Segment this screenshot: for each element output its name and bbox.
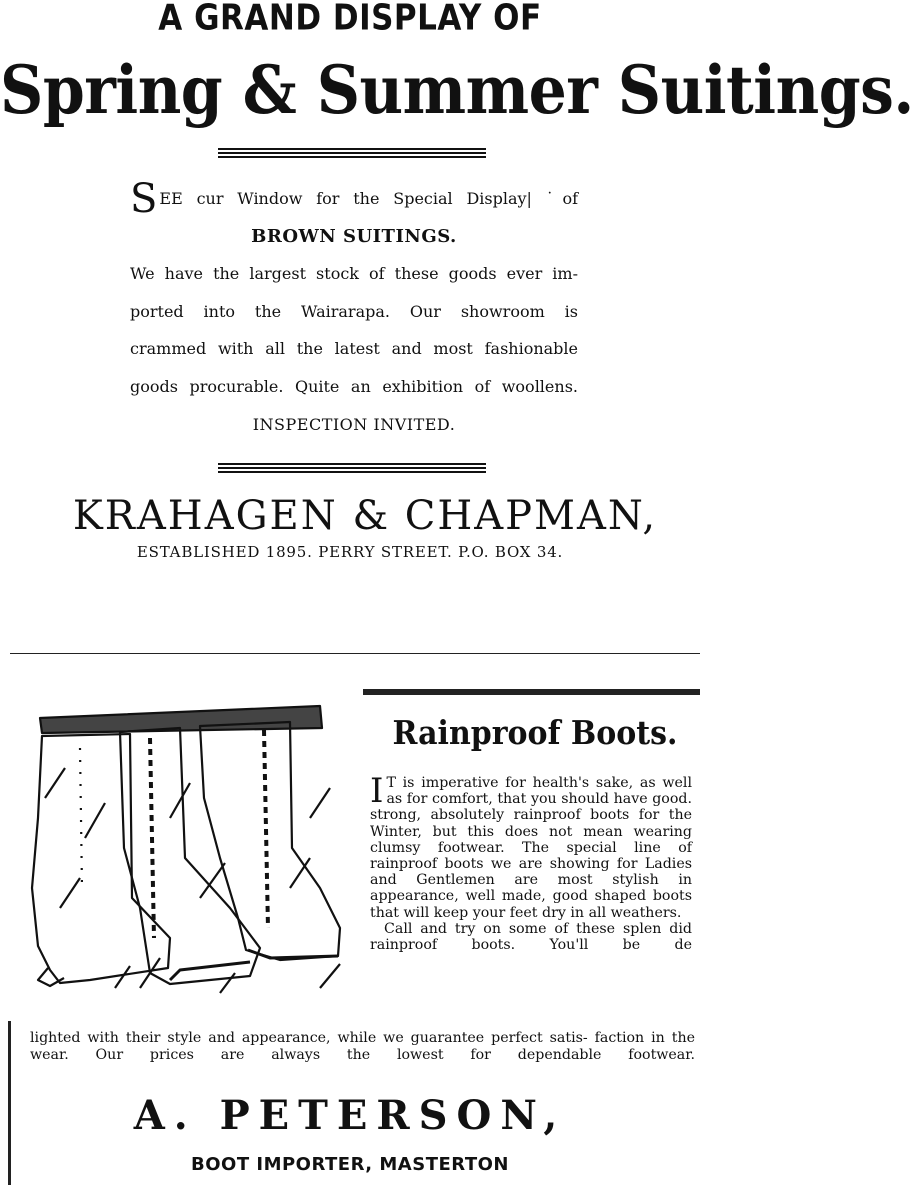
- header-rule: [363, 689, 700, 695]
- ad1-invite: INSPECTION INVITED.: [252, 414, 456, 434]
- company-address: ESTABLISHED 1895. PERRY STREET. P.O. BOX 34.: [136, 543, 564, 561]
- ad2-body: [370, 771, 692, 954]
- drop-cap: I: [370, 771, 384, 811]
- body-line-1: We have the largest stock of these goods ever im-: [130, 264, 578, 284]
- drop-cap: S: [130, 176, 158, 222]
- para-3-text: lighted with their style and appearance, while we guarantee perfect satis- faction in the wear. Our prices are always the lowest for dependable footwear.: [30, 1030, 695, 1063]
- para-1-text: T is imperative for health's sake, as well as for comfort, that you should have good. strong, absolutely rainproof boots for the Winter, but this does not mean wearing clumsy footwear. The special line of rainproof boots we are showing for Ladies and Gentlemen are most stylish in appearance, well made, good shaped boots that will keep your feet dry in all weathers.: [370, 775, 692, 921]
- ad2-para-1: [370, 771, 692, 921]
- ad2-para-2: Call and try on some of these splen did rainproof boots. You'll be de: [370, 920, 692, 954]
- ad1-subhead: BROWN SUITINGS.: [251, 225, 457, 247]
- body-line-2: ported into the Wairarapa. Our showroom is: [130, 301, 578, 321]
- decorative-rule-top: [218, 148, 486, 162]
- boots-illustration: [20, 688, 360, 1006]
- column-divider: [10, 653, 700, 654]
- body-line-4: goods procurable. Quite an exhibition of woollens.: [130, 376, 578, 396]
- ad-headline: Spring & Summer Suitings.: [0, 52, 914, 130]
- merchant-line: BOOT IMPORTER, MASTERTON: [191, 1154, 509, 1175]
- merchant-name: A. PETERSON,: [133, 1092, 567, 1139]
- body-line-3: crammed with all the latest and most fashionable: [130, 339, 578, 359]
- ad2-para-3: [30, 1030, 695, 1064]
- ad-kicker: A GRAND DISPLAY OF: [158, 0, 542, 39]
- ad1-body: [130, 176, 578, 443]
- ad2-title: Rainproof Boots.: [392, 714, 678, 753]
- company-name: KRAHAGEN & CHAPMAN,: [72, 493, 658, 539]
- ad1-intro-line: [130, 176, 578, 222]
- intro-text: EE cur Window for the Special Display| ˙of: [159, 189, 578, 208]
- decorative-rule-bottom: [218, 463, 486, 477]
